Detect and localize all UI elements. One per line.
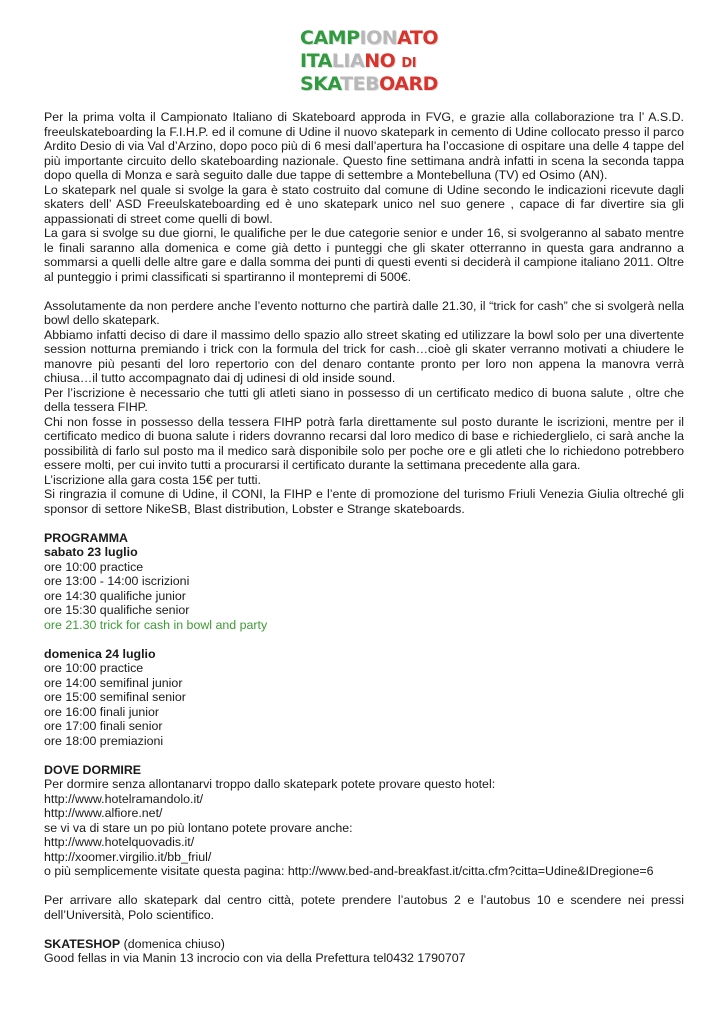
logo-letter: I <box>359 27 367 49</box>
saturday-item: ore 15:30 qualifiche senior <box>44 603 190 617</box>
logo-letter: I <box>343 50 350 72</box>
night-paragraph-1: Assolutamente da non perdere anche l’evento notturno che partirà dalle 21.30, il “trick for cash” che si svolgerà nella bowl dello skatepark. <box>44 298 684 327</box>
hotel-link-alfiore[interactable]: http://www.alfiore.net/ <box>44 806 163 820</box>
logo-letter: I <box>411 56 417 71</box>
bb-link-friul[interactable]: http://xoomer.virgilio.it/bb_friul/ <box>44 849 212 864</box>
logo-letter: N <box>381 27 398 49</box>
logo-letter: T <box>409 27 423 49</box>
sleep-far-text: se vi va di stare un po più lontano potete provare anche: <box>44 820 353 835</box>
logo-letter: I <box>300 50 307 72</box>
logo-letter: B <box>365 73 380 95</box>
logo-line-skateboard <box>300 74 438 94</box>
sunday-item: ore 16:00 finali junior <box>44 704 160 719</box>
logo-letter: K <box>313 73 328 95</box>
logo-text-di <box>401 56 416 71</box>
logo-letter: O <box>366 27 382 49</box>
saturday-item: ore 13:00 - 14:00 iscrizioni <box>44 574 190 588</box>
logo-letter: T <box>306 50 318 72</box>
intro-paragraph-1: Per la prima volta il Campionato Italiano di Skateboard approda in FVG, e grazie alla collaborazione tra l’ A.S.D. freeulskateboarding la F.I.H.P. ed il comune di Udine il nuovo skatepark in cemento di Udine collocato presso il parco Ardito Desio di via Val d’Arzino, dopo poco più di 6 mesi dall’apertura ha l’occasione di ospitare una delle 4 tappe del più importante circuito dello skateboarding nazionale. Questo fine settimana andrà infatti in scena la seconda tappa dopo quella di Monza e sarà seguito dalle due tappe di settembre a Montebelluna (TV) ed Osimo (AN). <box>44 110 684 182</box>
logo-letter: D <box>422 73 438 95</box>
logo-letter: O <box>422 27 439 49</box>
intro-paragraph-3: La gara si svolge su due giorni, le qualifiche per le due categorie senior e under 16, si svolgeranno al sabato mentre le finali saranno alla domenica e come già detto i punteggi che gli skater otterranno in questa gara andranno a sommarsi a quelli delle altre gare e dalla somma dei punti di questi eventi si deciderà il campione italiano 2011. Oltre al punteggio i primi classificati si spartiranno il montepremi di 500€. <box>44 226 684 284</box>
logo-letter: A <box>317 50 332 72</box>
article-body <box>44 110 684 966</box>
sleep-heading: DOVE DORMIRE <box>44 762 142 777</box>
logo-text-italiano <box>300 50 395 72</box>
saturday-item: ore 14:30 qualifiche junior <box>44 588 186 603</box>
logo-letter: M <box>327 27 347 49</box>
sunday-item: ore 15:00 semifinal senior <box>44 690 186 704</box>
logo-letter: S <box>300 73 314 95</box>
night-paragraph-5: L’iscrizione alla gara costa 15€ per tutti. <box>44 472 261 487</box>
spacer <box>44 516 684 531</box>
logo-letter: A <box>313 27 328 49</box>
skateshop-heading-line <box>44 937 684 952</box>
logo-letter: N <box>364 50 380 72</box>
logo-letter: A <box>327 73 341 95</box>
skateshop-note: (domenica chiuso) <box>123 936 225 951</box>
sunday-item: ore 10:00 practice <box>44 661 144 675</box>
logo-line-campionato <box>300 28 438 48</box>
logo-letter: A <box>394 73 409 95</box>
saturday-highlight-item: ore 21.30 trick for cash in bowl and party <box>44 617 268 632</box>
logo-line-italiano <box>300 51 416 71</box>
logo-letter: L <box>331 50 344 72</box>
logo-text-campionato <box>300 27 438 49</box>
logo-letter: O <box>379 50 396 72</box>
logo-letter: R <box>408 73 423 95</box>
logo-letter: A <box>349 50 365 72</box>
logo-letter: O <box>379 73 395 95</box>
spacer <box>44 879 684 894</box>
spacer <box>44 922 684 937</box>
spacer <box>44 284 684 299</box>
sunday-title: domenica 24 luglio <box>44 646 156 661</box>
transport-paragraph: Per arrivare allo skatepark dal centro città, potete prendere l’autobus 2 e l’autobus 10 e scendere nei pressi dell’Università, Polo scientifico. <box>44 893 684 922</box>
saturday-item: ore 10:00 practice <box>44 559 144 574</box>
hotel-link-quovadis[interactable]: http://www.hotelquovadis.it/ <box>44 835 195 849</box>
spacer <box>44 632 684 647</box>
night-paragraph-6: Si ringrazia il comune di Udine, il CONI, la FIHP e l’ente di promozione del turismo Friuli Venezia Giulia oltreché gli sponsor di settore NikeSB, Blast distribution, Lobster e Strange skateboards. <box>44 487 684 516</box>
logo-letter: A <box>397 27 410 49</box>
sunday-item: ore 18:00 premiazioni <box>44 733 164 748</box>
logo-letter: C <box>300 27 314 49</box>
night-paragraph-4: Chi non fosse in possesso della tessera FIHP potrà farla direttamente sul posto durante le iscrizioni, mentre per il certificato medico di buona salute i riders dovranno recarsi dal loro medico di base e richiederglielo, ci sarà anche la possibilità di farlo sul posto ma il medico sarà disponibile solo per poche ore e gli atleti che lo richiedono potrebbero essere molti, per cui invito tutti a procurarsi il certificato durante la settimana precedente alla gara. <box>44 414 684 472</box>
skateshop-heading: SKATESHOP <box>44 936 121 951</box>
sunday-item: ore 14:00 semifinal junior <box>44 675 183 690</box>
logo-letter: P <box>346 27 360 49</box>
intro-paragraph-2: Lo skatepark nel quale si svolge la gara è stato costruito dal comune di Udine secondo le indicazioni ricevute dagli skaters dell’ ASD Freeulskateboarding ed è uno skatepark unico nel suo genere , capace di far divertire sia gli appassionati di street come quelli di bowl. <box>44 182 684 226</box>
night-paragraph-3: Per l’iscrizione è necessario che tutti gli atleti siano in possesso di un certificato medico di buona salute , oltre che della tessera FIHP. <box>44 385 684 414</box>
spacer <box>44 748 684 763</box>
sunday-item: ore 17:00 finali senior <box>44 719 163 733</box>
program-heading: PROGRAMMA <box>44 530 128 545</box>
skateshop-address: Good fellas in via Manin 13 incrocio con via della Prefettura tel0432 1790707 <box>44 951 466 965</box>
saturday-title: sabato 23 luglio <box>44 545 138 559</box>
sleep-intro: Per dormire senza allontanarvi troppo dallo skatepark potete provare questo hotel: <box>44 777 496 791</box>
event-logo <box>300 27 439 95</box>
bed-and-breakfast-link[interactable]: o più semplicemente visitate questa pagina: http://www.bed-and-breakfast.it/citta.cfm?citta=Udine&IDregione=6 <box>44 864 654 878</box>
logo-text-skateboard <box>300 73 438 95</box>
night-paragraph-2: Abbiamo infatti deciso di dare il massimo dello spazio allo street skating ed utilizzare la bowl solo per una divertente session notturna premiando i trick con la formula del trick for cash…cioè gli skater verranno motivati a chiudere le manovre più pesanti del loro repertorio con del denaro contante pronto per loro non appena la manovra verrà chiusa…il tutto accompagnato dai dj udinesi di old inside sound. <box>44 327 684 385</box>
logo-letter: E <box>352 73 366 95</box>
logo-letter: T <box>340 73 353 95</box>
logo-letter: D <box>401 56 412 71</box>
hotel-link-ramandolo[interactable]: http://www.hotelramandolo.it/ <box>44 791 204 806</box>
